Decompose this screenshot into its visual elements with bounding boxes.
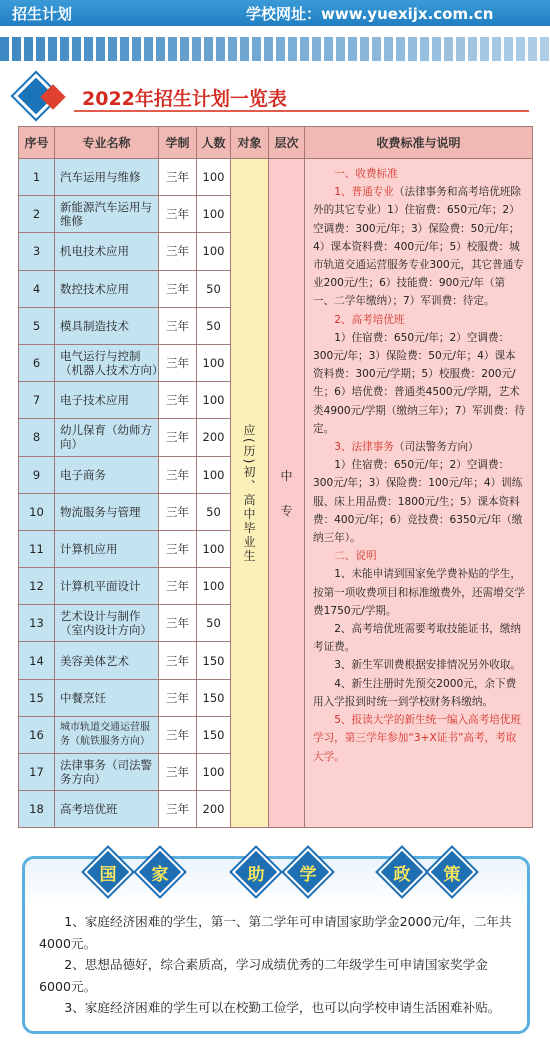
- title-bar: [14, 78, 534, 116]
- fee-paragraph: [313, 183, 526, 310]
- col-header: 对象: [231, 127, 269, 159]
- enrollment-count: 100: [197, 754, 231, 791]
- policy-char: 家: [151, 865, 169, 885]
- duration: 三年: [159, 159, 197, 196]
- major-name: 艺术设计与制作（室内设计方向）: [55, 605, 159, 642]
- title-underline: [74, 110, 529, 112]
- policy-char: 助: [247, 865, 265, 885]
- row-number: 8: [19, 419, 55, 456]
- col-header: 收费标准与说明: [305, 127, 533, 159]
- major-name: 计算机应用: [55, 530, 159, 567]
- enrollment-count: 50: [197, 493, 231, 530]
- section-label: 招生计划: [12, 5, 73, 23]
- enrollment-count: 150: [197, 642, 231, 679]
- note-item: 4、新生注册时先预交2000元，余下费用入学报到时统一到学校财务科缴纳。: [313, 677, 517, 708]
- fee-text: （法律事务和高考培优班除外的其它专业）1）住宿费：650元/年；2）空调费：300元/年；3）保险费：50元/年；4）课本资料费：400元/年；5）校服费：城市轨道交通运营服务专业300元，其它普通专业200元/生；6）技能费：900元/年（第一、二学年缴纳）；7）军训费：待定。: [313, 186, 524, 308]
- enrollment-table: [18, 126, 533, 828]
- row-number: 13: [19, 605, 55, 642]
- major-name: 电子商务: [55, 456, 159, 493]
- decorative-stripes: [0, 37, 550, 61]
- policy-item: 1、家庭经济困难的学生，第一、第二学年可申请国家助学金2000元/年，二年共4000元。: [39, 914, 512, 951]
- table-row: [19, 159, 533, 196]
- duration: 三年: [159, 382, 197, 419]
- row-number: 5: [19, 307, 55, 344]
- row-number: 7: [19, 382, 55, 419]
- fee-subtitle: 3、法律事务: [334, 441, 394, 454]
- policy-text: [39, 911, 519, 1019]
- enrollment-count: 100: [197, 233, 231, 270]
- major-name: 物流服务与管理: [55, 493, 159, 530]
- table-header-row: [19, 127, 533, 159]
- major-name: 幼儿保育（幼师方向）: [55, 419, 159, 456]
- duration: 三年: [159, 605, 197, 642]
- col-header: 学制: [159, 127, 197, 159]
- major-name: 汽车运用与维修: [55, 159, 159, 196]
- row-number: 6: [19, 344, 55, 381]
- policy-char-diamond: [87, 851, 129, 893]
- major-name: 高考培优班: [55, 791, 159, 828]
- enrollment-count: 200: [197, 791, 231, 828]
- policy-char: 政: [393, 865, 411, 885]
- duration: 三年: [159, 344, 197, 381]
- duration: 三年: [159, 530, 197, 567]
- row-number: 2: [19, 196, 55, 233]
- policy-item: 2、思想品德好，综合素质高，学习成绩优秀的二年级学生可申请国家奖学金6000元。: [39, 957, 488, 994]
- duration: 三年: [159, 419, 197, 456]
- duration: 三年: [159, 270, 197, 307]
- row-number: 9: [19, 456, 55, 493]
- policy-char-diamond: [431, 851, 473, 893]
- national-aid-policy-box: [22, 856, 530, 1034]
- school-website: 学校网址：www.yuexijx.com.cn: [246, 5, 494, 23]
- fee-section-title: 二、说明: [334, 550, 377, 563]
- enrollment-count: 200: [197, 419, 231, 456]
- row-number: 14: [19, 642, 55, 679]
- row-number: 10: [19, 493, 55, 530]
- row-number: 4: [19, 270, 55, 307]
- enrollment-count: 100: [197, 196, 231, 233]
- major-name: 法律事务（司法警务方向）: [55, 754, 159, 791]
- education-level: [269, 159, 305, 828]
- major-name: 电子技术应用: [55, 382, 159, 419]
- row-number: 11: [19, 530, 55, 567]
- enrollment-count: 100: [197, 568, 231, 605]
- row-number: 15: [19, 679, 55, 716]
- duration: 三年: [159, 791, 197, 828]
- fee-text: 1）住宿费：650元/年；2）空调费：300元/年；3）保险费：100元/年；4）训练服、床上用品费：1800元/生；5）课本资料费：400元/年；6）竞技费：6350元/年（缴纳三年）。: [313, 459, 523, 545]
- fee-subtitle: 2、高考培优班: [334, 313, 405, 326]
- page-title: 2022年招生计划一览表: [82, 88, 287, 110]
- fee-description: [305, 159, 533, 828]
- level-char: 中: [280, 469, 293, 484]
- enrollment-count: 100: [197, 530, 231, 567]
- target-students: 应(历)初、高中毕业生: [231, 159, 269, 828]
- row-number: 16: [19, 716, 55, 753]
- policy-char: 策: [443, 865, 461, 885]
- note-item: 1、未能申请到国家免学费补贴的学生，按第一项收费项目和标准缴费外，还需增交学费1750元/学期。: [313, 568, 525, 617]
- policy-char: 学: [299, 865, 317, 885]
- policy-char-diamond: [235, 851, 277, 893]
- duration: 三年: [159, 754, 197, 791]
- col-header: 人数: [197, 127, 231, 159]
- enrollment-count: 150: [197, 716, 231, 753]
- duration: 三年: [159, 233, 197, 270]
- fee-section-title: 一、收费标准: [334, 168, 398, 180]
- fee-paragraph: [313, 438, 526, 456]
- duration: 三年: [159, 196, 197, 233]
- enrollment-count: 100: [197, 456, 231, 493]
- major-name: 电气运行与控制（机器人技术方向）: [55, 344, 159, 381]
- top-header-bar: [0, 0, 550, 26]
- fee-text: （司法警务方向）: [393, 441, 479, 454]
- duration: 三年: [159, 679, 197, 716]
- col-header: 专业名称: [55, 127, 159, 159]
- fee-text: 1）住宿费：650元/年；2）空调费：300元/年；3）保险费：50元/年；4）课本资料费：300元/学期；5）校服费：200元/生；6）培优费：普通类4500元/学期，艺术类4900元/学期（缴纳三年）；7）军训费：待定。: [313, 331, 526, 435]
- duration: 三年: [159, 493, 197, 530]
- enrollment-count: 50: [197, 270, 231, 307]
- major-name: 模具制造技术: [55, 307, 159, 344]
- major-name: 机电技术应用: [55, 233, 159, 270]
- major-name: 新能源汽车运用与维修: [55, 196, 159, 233]
- row-number: 3: [19, 233, 55, 270]
- duration: 三年: [159, 307, 197, 344]
- enrollment-count: 100: [197, 344, 231, 381]
- major-name: 数控技术应用: [55, 270, 159, 307]
- major-name: 计算机平面设计: [55, 568, 159, 605]
- row-number: 17: [19, 754, 55, 791]
- policy-char-diamond: [381, 851, 423, 893]
- major-name: 美容美体艺术: [55, 642, 159, 679]
- major-name: 城市轨道交通运营服务（航铁服务方向）: [55, 716, 159, 753]
- major-name: 中餐烹饪: [55, 679, 159, 716]
- enrollment-count: 100: [197, 382, 231, 419]
- note-item: 3、新生军训费根据安排情况另外收取。: [334, 659, 522, 672]
- duration: 三年: [159, 456, 197, 493]
- row-number: 12: [19, 568, 55, 605]
- enrollment-count: 100: [197, 159, 231, 196]
- note-item: 5、报读大学的新生统一编入高考培优班学习，第三学年参加“3+X证书”高考，考取大学。: [313, 714, 522, 763]
- row-number: 1: [19, 159, 55, 196]
- enrollment-count: 50: [197, 605, 231, 642]
- enrollment-count: 50: [197, 307, 231, 344]
- col-header: 序号: [19, 127, 55, 159]
- fee-subtitle: 1、普通专业: [334, 186, 394, 199]
- row-number: 18: [19, 791, 55, 828]
- note-item: 2、高考培优班需要考取技能证书，缴纳考证费。: [313, 623, 522, 654]
- policy-char-diamond: [139, 851, 181, 893]
- col-header: 层次: [269, 127, 305, 159]
- enrollment-count: 150: [197, 679, 231, 716]
- policy-char-diamond: [287, 851, 329, 893]
- duration: 三年: [159, 568, 197, 605]
- duration: 三年: [159, 716, 197, 753]
- policy-item: 3、家庭经济困难的学生可以在校勤工俭学，也可以向学校申请生活困难补贴。: [64, 1000, 501, 1015]
- level-char: 专: [280, 504, 293, 519]
- policy-char: 国: [99, 865, 117, 885]
- duration: 三年: [159, 642, 197, 679]
